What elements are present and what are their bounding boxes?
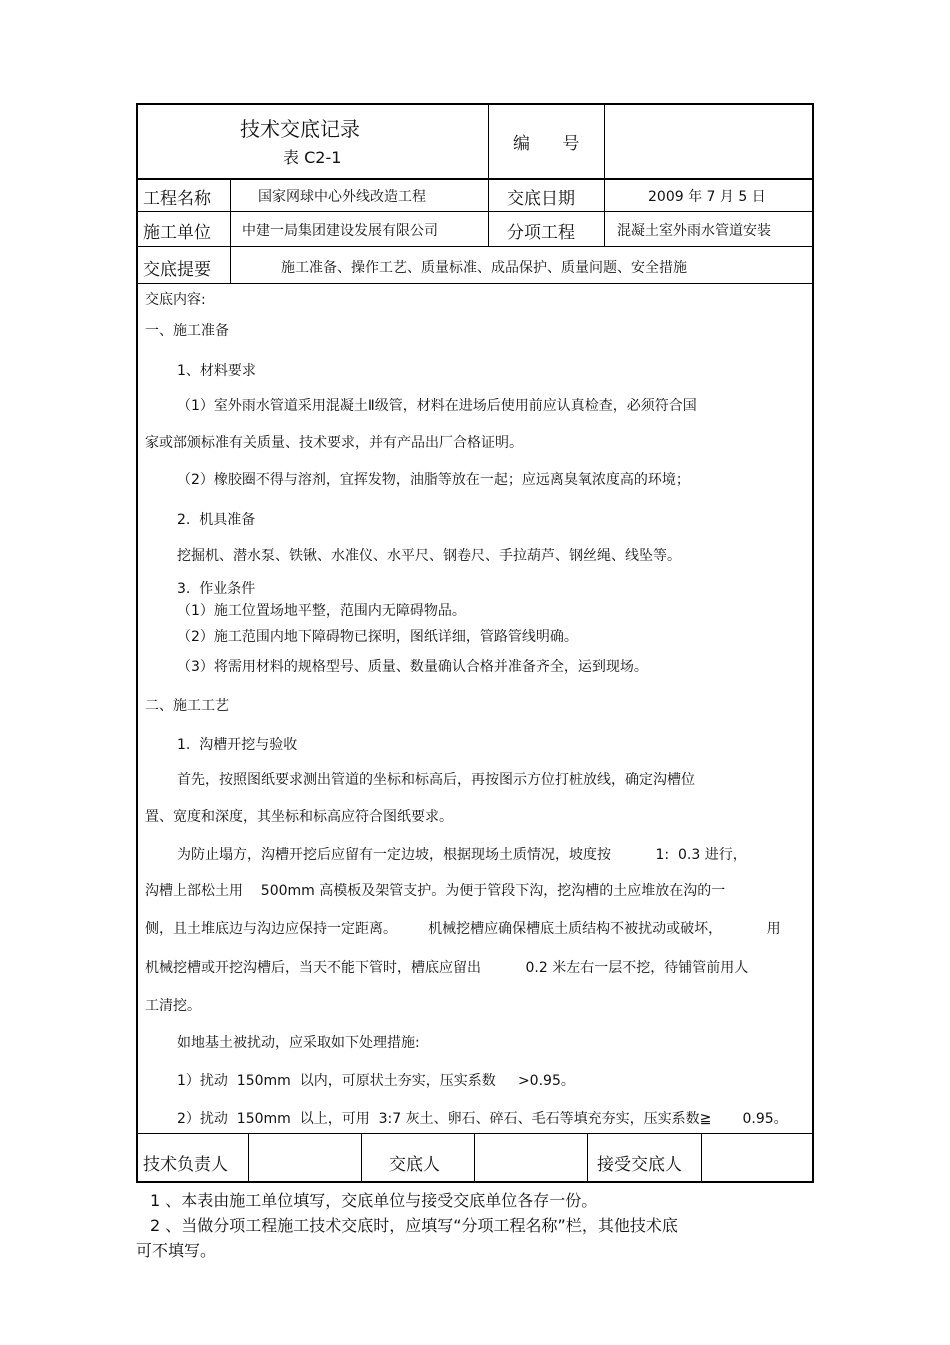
- subsection-heading: 1. 沟槽开挖与验收: [177, 737, 298, 753]
- contractor-label: 施工单位: [143, 223, 211, 243]
- paragraph-line: （2）施工范围内地下障碍物已探明，图纸详细，管路管线明确。: [177, 629, 578, 645]
- footnote: 可不填写。: [136, 1241, 217, 1260]
- subsection-heading: 3. 作业条件: [177, 581, 256, 597]
- paragraph-line: 置、宽度和深度，其坐标和标高应符合图纸要求。: [145, 809, 453, 825]
- project-name-label: 工程名称: [143, 189, 211, 209]
- summary-label: 交底提要: [143, 260, 211, 280]
- receiver-label: 接受交底人: [597, 1155, 682, 1175]
- paragraph-line: 挖掘机、潜水泵、铁锹、水准仪、水平尺、钢卷尺、手拉葫芦、钢丝绳、线坠等。: [177, 548, 681, 564]
- footnote: 2 、当做分项工程施工技术交底时，应填写“分项工程名称”栏，其他技术底: [150, 1216, 678, 1235]
- paragraph-line: 工清挖。: [145, 998, 201, 1014]
- paragraph-line: 沟槽上部松土用 500mm 高模板及架管支护。为便于管段下沟，挖沟槽的土应堆放在沟的一: [145, 883, 726, 899]
- border-top: [136, 103, 814, 105]
- border-left: [136, 103, 138, 1183]
- date-label: 交底日期: [507, 189, 575, 209]
- number-label: 编 号: [513, 134, 580, 154]
- divider: [248, 1133, 249, 1181]
- footnote: 1 、本表由施工单位填写，交底单位与接受交底单位各存一份。: [150, 1191, 598, 1210]
- project-name-value: 国家网球中心外线改造工程: [258, 189, 426, 205]
- paragraph-line: （2）橡胶圈不得与溶剂，宜挥发物，油脂等放在一起；应远离臭氧浓度高的环境；: [177, 472, 690, 488]
- paragraph-line: 1）扰动 150mm 以内，可原状土夯实，压实系数 >0.95。: [177, 1073, 575, 1089]
- paragraph-line: 侧，且土堆底边与沟边应保持一定距离。 机械挖槽应确保槽底土质结构不被扰动或破坏， 用: [145, 921, 781, 937]
- subsection-heading: 2. 机具准备: [177, 512, 256, 528]
- divider: [488, 104, 489, 246]
- divider: [587, 1133, 588, 1181]
- sub-project-label: 分项工程: [507, 223, 575, 243]
- paragraph-line: 家或部颁标准有关质量、技术要求，并有产品出厂合格证明。: [145, 435, 523, 451]
- date-value: 2009 年 7 月 5 日: [648, 189, 766, 205]
- paragraph-line: 为防止塌方，沟槽开挖后应留有一定边坡，根据现场土质情况，坡度按 1: 0.3 进行，: [177, 847, 747, 863]
- paragraph-line: （1）施工位置场地平整，范围内无障碍物品。: [177, 603, 466, 619]
- tech-lead-label: 技术负责人: [143, 1155, 228, 1175]
- divider: [701, 1133, 702, 1181]
- paragraph-line: （1）室外雨水管道采用混凝土Ⅱ级管，材料在进场后使用前应认真检查，必须符合国: [177, 398, 697, 414]
- page-title: 技术交底记录: [240, 117, 360, 141]
- section-heading: 一、施工准备: [145, 323, 229, 339]
- divider: [474, 1133, 475, 1181]
- summary-value: 施工准备、操作工艺、质量标准、成品保护、质量问题、安全措施: [281, 260, 687, 276]
- divider: [136, 211, 814, 212]
- discloser-label: 交底人: [389, 1155, 440, 1175]
- form-number: 表 C2-1: [283, 148, 342, 167]
- content-heading: 交底内容:: [145, 292, 206, 308]
- paragraph-line: 2）扰动 150mm 以上，可用 3:7 灰土、卵石、碎石、毛石等填充夯实，压实系数≧ 0.95。: [177, 1111, 788, 1127]
- subsection-heading: 1、材料要求: [177, 363, 256, 379]
- paragraph-line: 首先，按照图纸要求测出管道的坐标和标高后，再按图示方位打桩放线，确定沟槽位: [177, 772, 695, 788]
- paragraph-line: 机械挖槽或开挖沟槽后，当天不能下管时，槽底应留出 0.2 米左右一层不挖，待铺管前用人: [145, 960, 749, 976]
- divider: [136, 178, 814, 180]
- section-heading: 二、施工工艺: [145, 698, 229, 714]
- divider: [136, 246, 814, 247]
- divider: [136, 283, 814, 284]
- border-right: [812, 103, 814, 1183]
- sub-project-value: 混凝土室外雨水管道安装: [617, 223, 771, 239]
- divider: [136, 1133, 814, 1134]
- border-bottom: [136, 1181, 814, 1183]
- divider: [361, 1133, 362, 1181]
- divider: [230, 179, 231, 283]
- paragraph-line: （3）将需用材料的规格型号、质量、数量确认合格并准备齐全，运到现场。: [177, 659, 648, 675]
- paragraph-line: 如地基土被扰动，应采取如下处理措施:: [177, 1035, 420, 1051]
- divider: [604, 104, 605, 246]
- contractor-value: 中建一局集团建设发展有限公司: [242, 223, 438, 239]
